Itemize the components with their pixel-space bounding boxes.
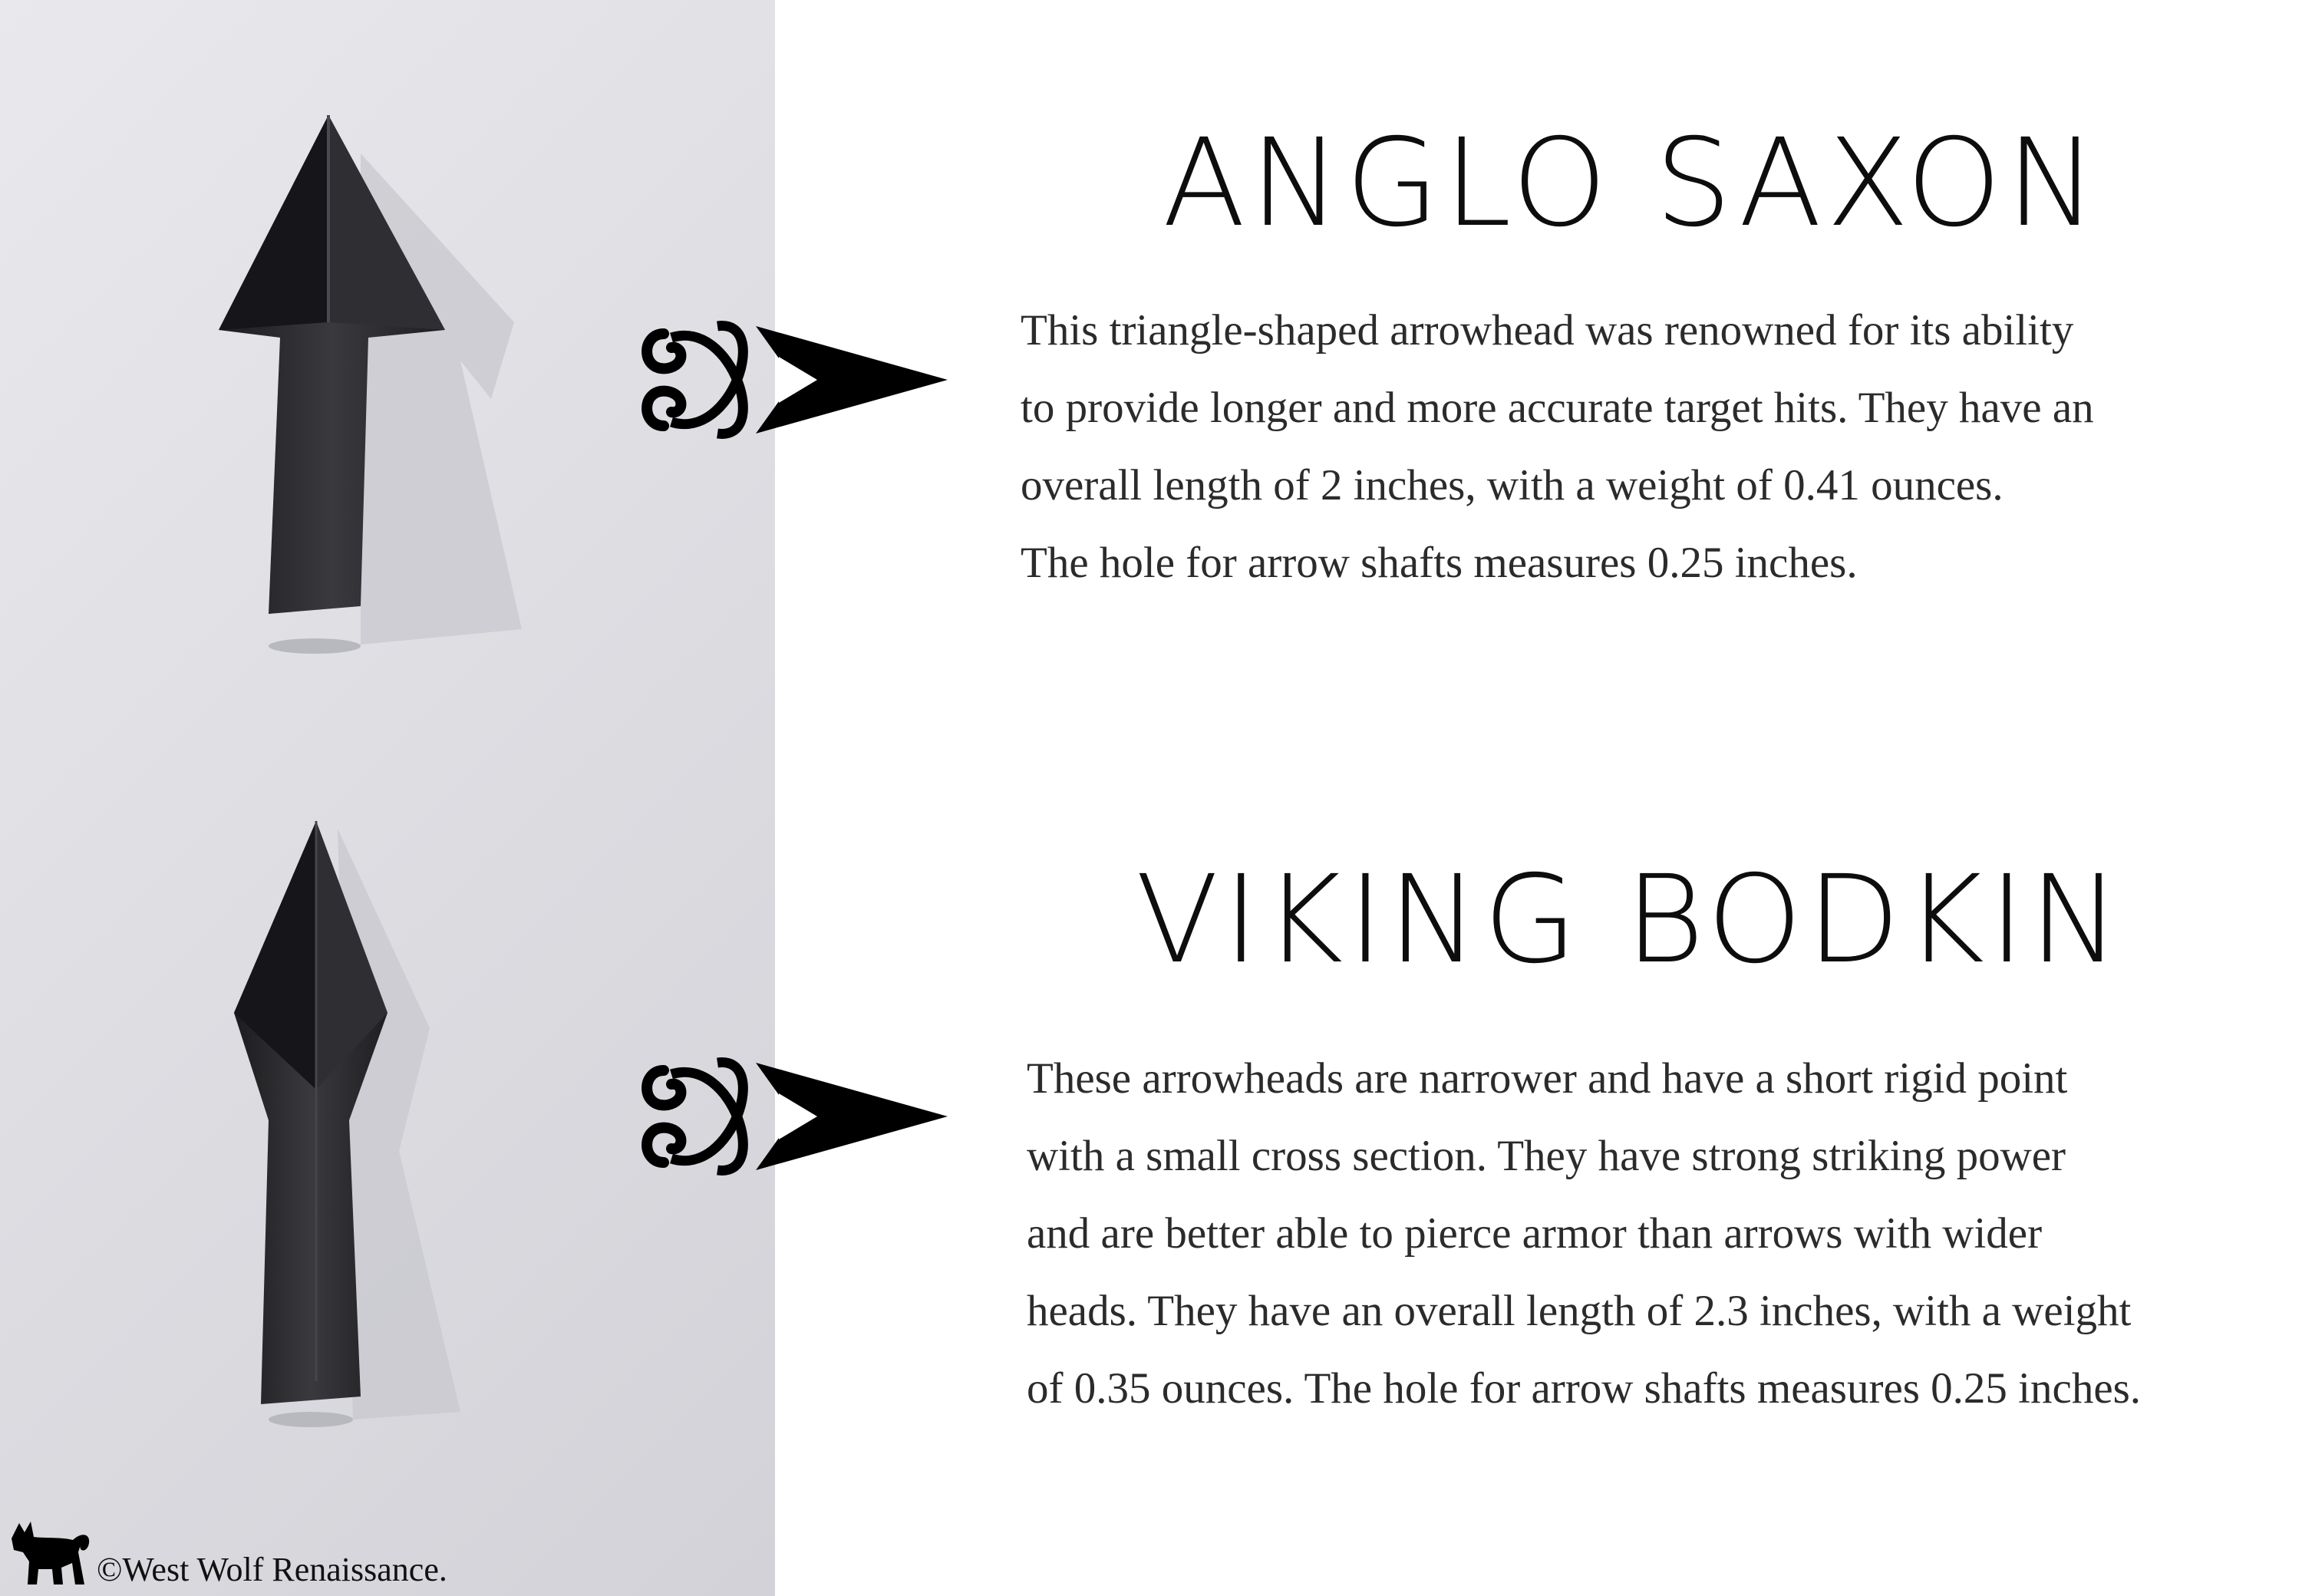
wolf-logo-icon (8, 1508, 96, 1592)
ornament-arrow-icon (641, 303, 955, 457)
description-line: This triangle-shaped arrowhead was renowned for its ability (1021, 306, 2074, 354)
ornament-arrow-icon (641, 1040, 955, 1193)
copyright-credit: ©West Wolf Renaissance. (97, 1551, 447, 1588)
description-line: overall length of 2 inches, with a weight of 0.41 ounces. (1021, 461, 2004, 509)
description-line: and are better able to pierce armor than arrows with wider (1027, 1209, 2043, 1258)
photo-panel (0, 0, 775, 1596)
description-line: heads. They have an overall length of 2.3 inches, with a weight (1027, 1287, 2132, 1335)
description-line: These arrowheads are narrower and have a short rigid point (1027, 1054, 2068, 1103)
arrowhead-photos (0, 0, 775, 1596)
anglo-saxon-description (1021, 292, 2094, 602)
description-line: of 0.35 ounces. The hole for arrow shafts measures 0.25 inches. (1027, 1364, 2142, 1413)
viking-bodkin-title: VIKING BODKIN (1136, 849, 2125, 991)
viking-bodkin-description (1027, 1040, 2141, 1427)
anglo-saxon-title: ANGLO SAXON (1163, 113, 2102, 254)
description-line: with a small cross section. They have strong striking power (1027, 1132, 2066, 1180)
description-line: to provide longer and more accurate target hits. They have an (1021, 384, 2094, 432)
description-line: The hole for arrow shafts measures 0.25 inches. (1021, 539, 1858, 587)
